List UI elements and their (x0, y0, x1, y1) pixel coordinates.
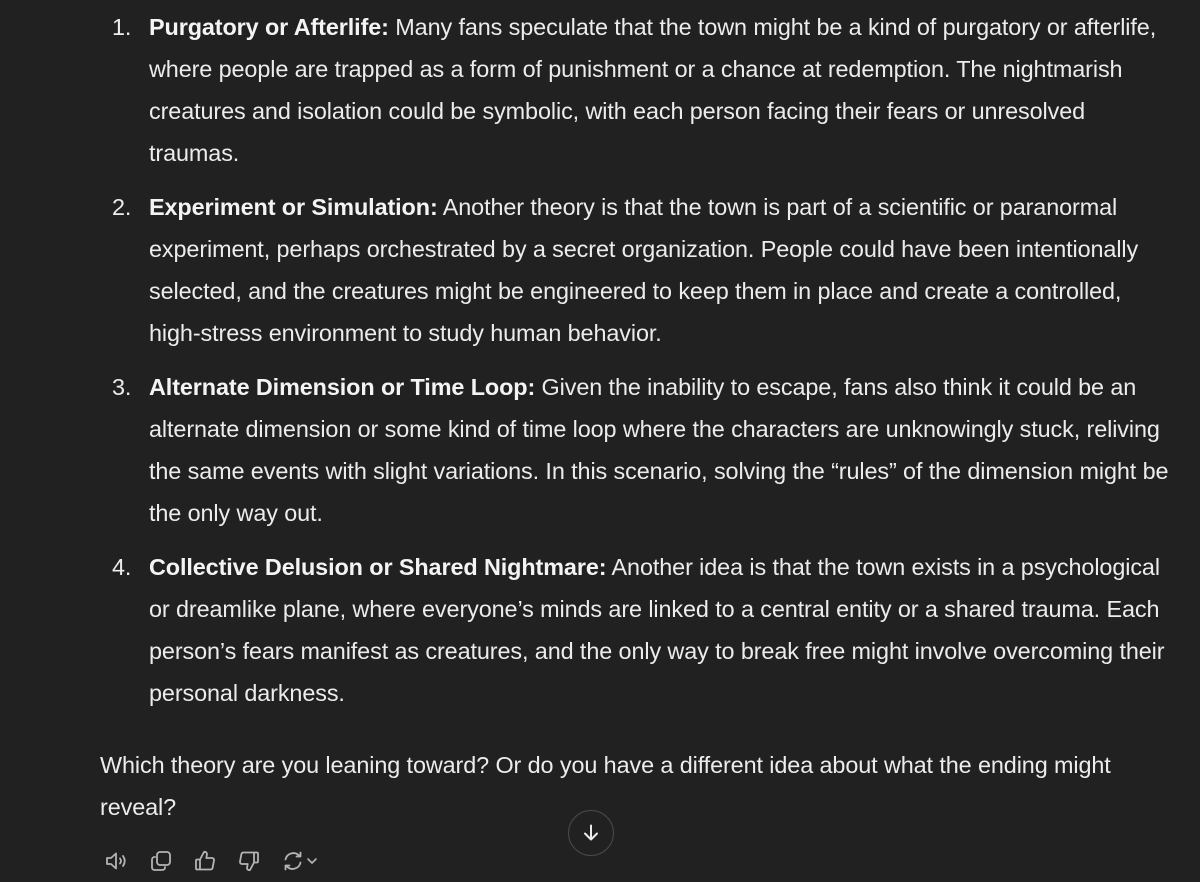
list-item (0, 186, 1200, 354)
list-item-title: Experiment or Simulation: (149, 194, 438, 220)
list-item-text: Another idea is that the town exists in a psychological or dreamlike plane, where everyone’s minds are linked to a central entity or a shared trauma. Each person’s fears manifest as creatures, and the only way to break free might involve overcoming their personal darkness. (149, 554, 1165, 706)
copy-button[interactable] (144, 844, 178, 878)
list-item-title: Alternate Dimension or Time Loop: (149, 374, 536, 400)
list-item-number: 1. (112, 14, 132, 40)
regenerate-button[interactable] (276, 844, 324, 878)
copy-icon (149, 849, 173, 873)
message-actions (100, 844, 324, 878)
arrow-down-icon (581, 823, 601, 843)
list-item-number: 2. (112, 194, 132, 220)
chevron-down-icon (305, 854, 319, 868)
scroll-to-bottom-button[interactable] (568, 810, 614, 856)
thumbs-down-icon (237, 849, 261, 873)
followup-question: Which theory are you leaning toward? Or do you have a different idea about what the ending might reveal? (100, 752, 1111, 820)
bad-response-button[interactable] (232, 844, 266, 878)
list-item-title: Collective Delusion or Shared Nightmare: (149, 554, 607, 580)
list-item-title: Purgatory or Afterlife: (149, 14, 389, 40)
theory-list (0, 6, 1200, 726)
list-item (0, 546, 1200, 714)
regenerate-icon (281, 849, 305, 873)
list-item (0, 6, 1200, 174)
read-aloud-button[interactable] (100, 844, 134, 878)
list-item-text: Given the inability to escape, fans also think it could be an alternate dimension or some kind of time loop where the characters are unknowingly stuck, reliving the same events with slight variations. In this scenario, solving the “rules” of the dimension might be the only way out. (149, 374, 1169, 526)
list-item-text: Another theory is that the town is part of a scientific or paranormal experiment, perhaps orchestrated by a secret organization. People could have been intentionally selected, and the creatures might be engineered to keep them in place and create a controlled, high-stress environment to study human behavior. (149, 194, 1139, 346)
list-item-text: Many fans speculate that the town might be a kind of purgatory or afterlife, where people are trapped as a form of punishment or a chance at redemption. The nightmarish creatures and isolation could be symbolic, with each person facing their fears or unresolved traumas. (149, 14, 1157, 166)
thumbs-up-icon (193, 849, 217, 873)
list-item-number: 4. (112, 554, 132, 580)
list-item (0, 366, 1200, 534)
list-item-number: 3. (112, 374, 132, 400)
good-response-button[interactable] (188, 844, 222, 878)
speaker-icon (104, 849, 130, 873)
